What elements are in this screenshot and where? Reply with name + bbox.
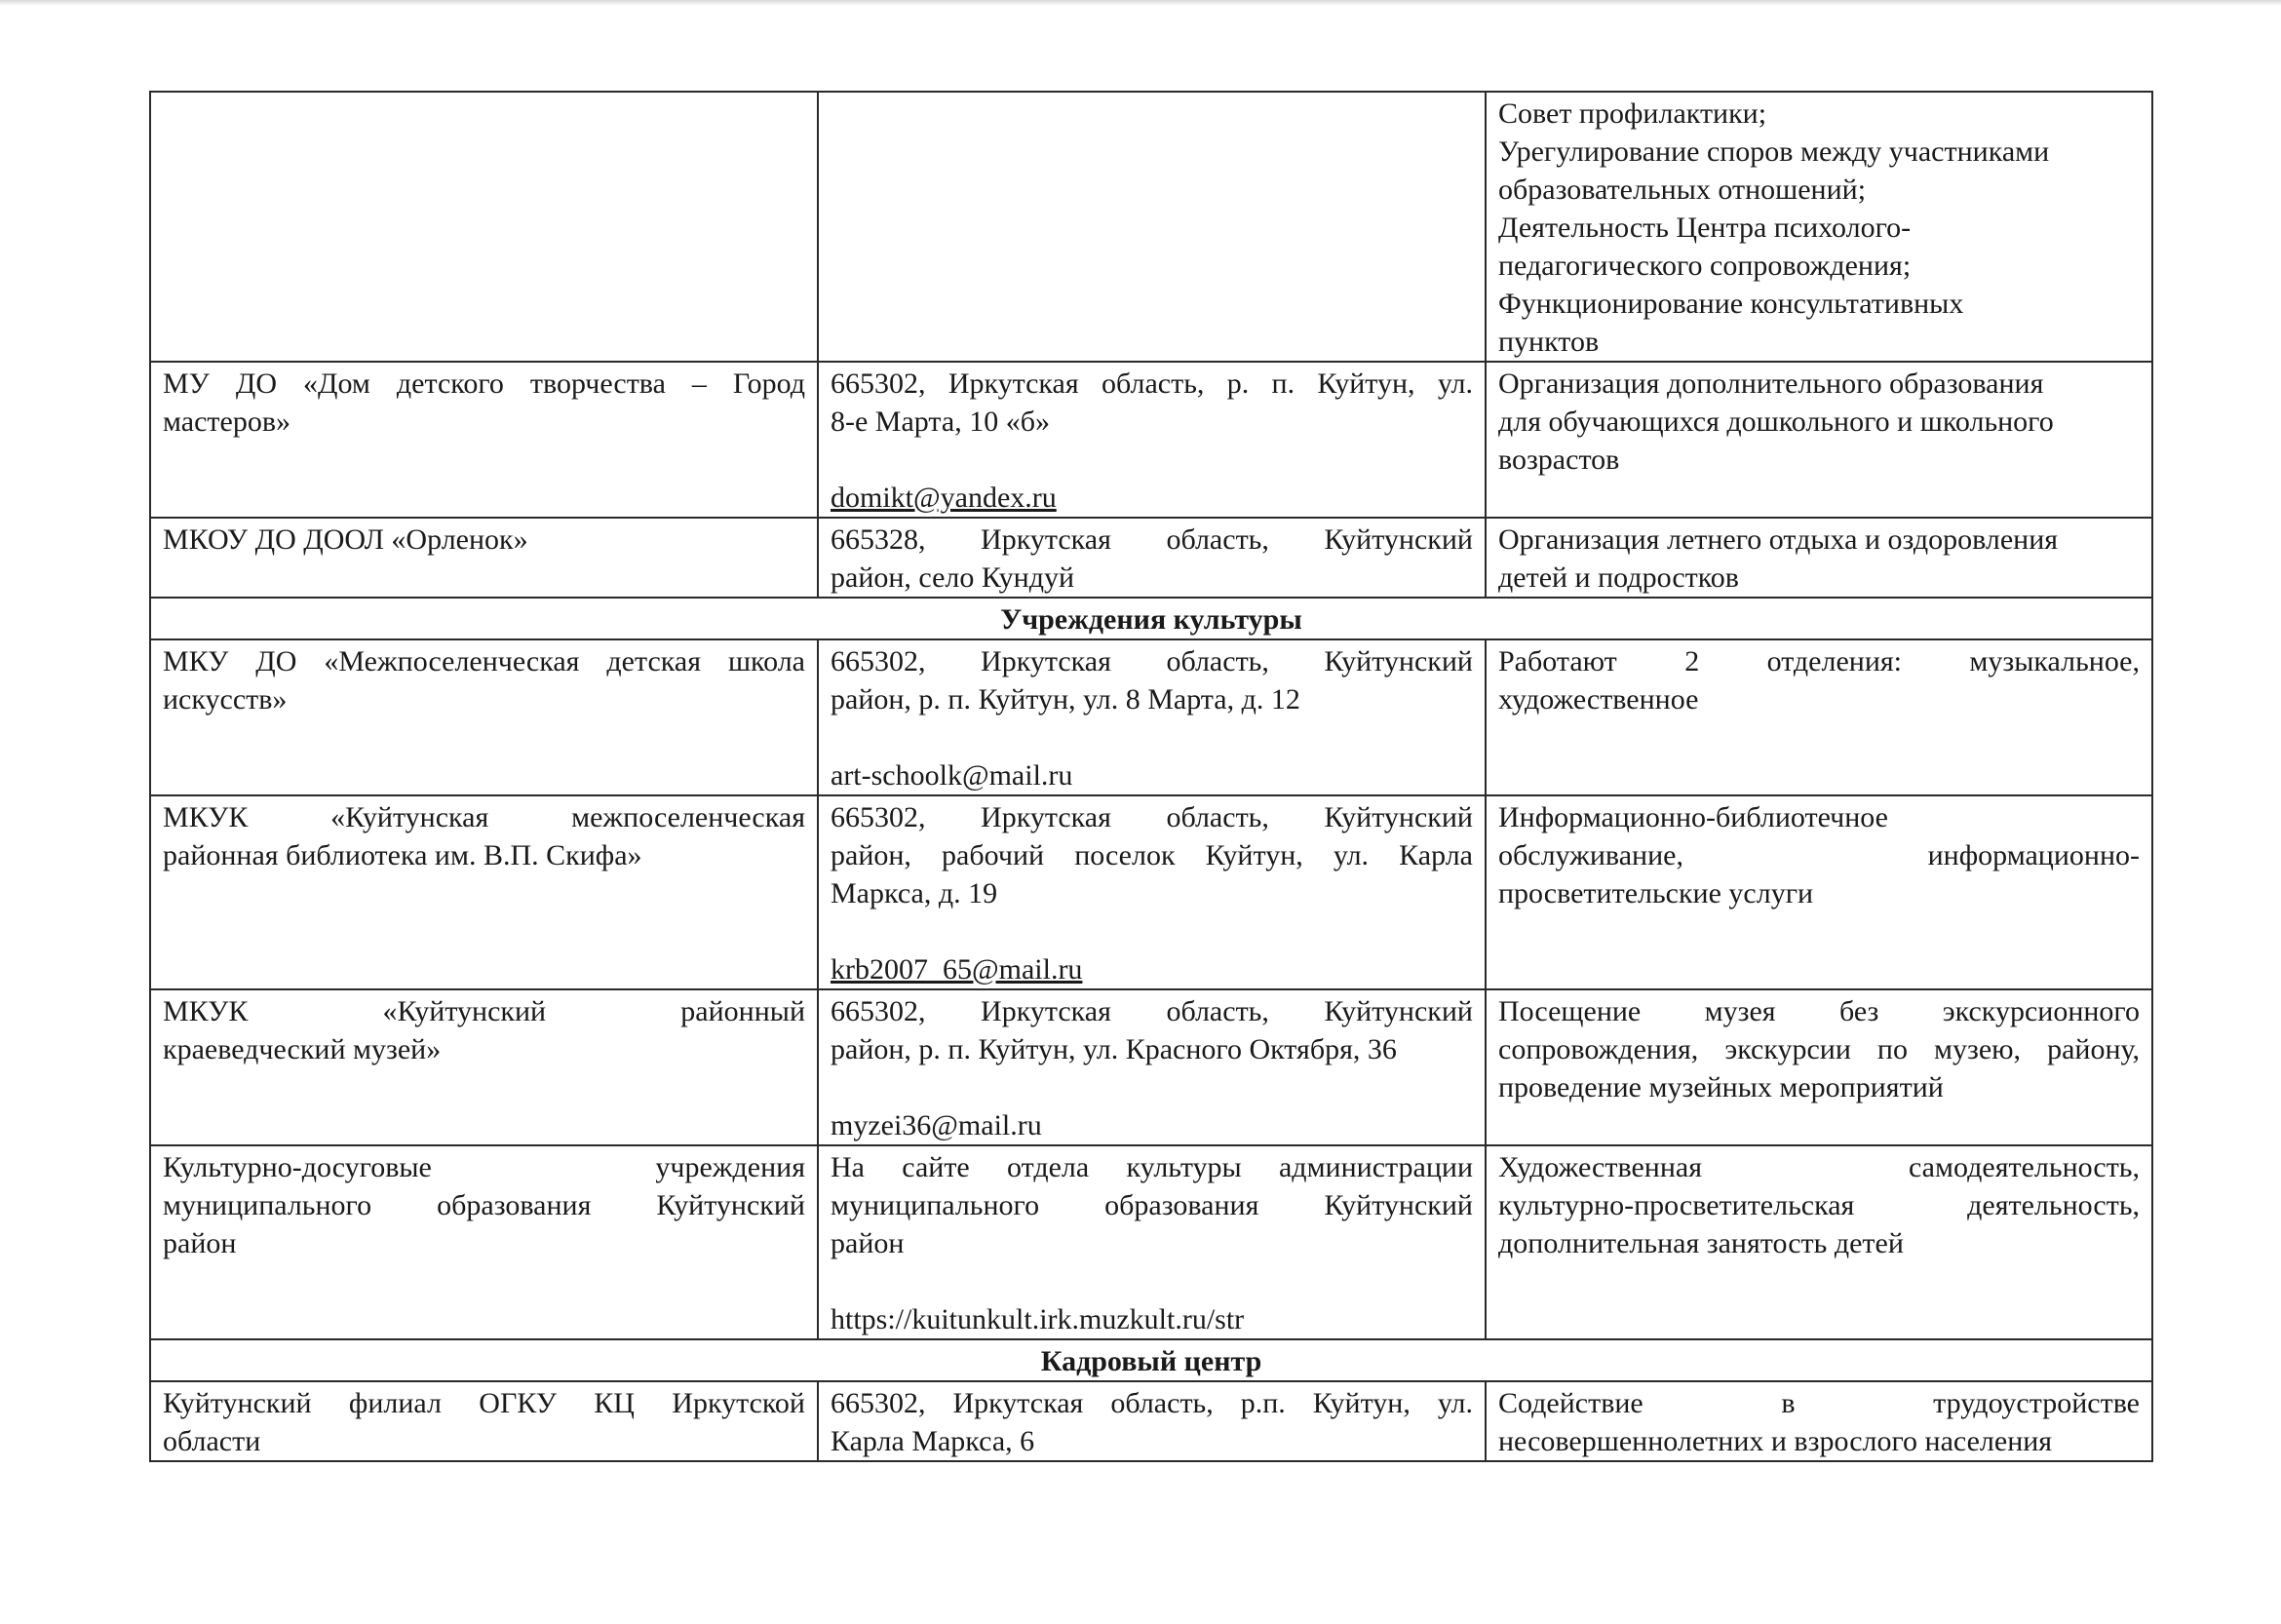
address-line: 665302, Иркутская область, Куйтунский (831, 995, 1473, 1027)
name-cell (150, 989, 818, 1145)
address-line: муниципального образования Куйтунский (831, 1189, 1473, 1221)
description-line: обслуживание, информационно- (1498, 839, 2140, 871)
institution-name: области (163, 1425, 261, 1457)
table-row (150, 795, 2152, 989)
description-line: образовательных отношений; (1498, 174, 1867, 206)
name-cell (150, 362, 818, 518)
address-line: 665302, Иркутская область, р.п. Куйтун, ул. (831, 1387, 1473, 1419)
address-line: Маркса, д. 19 (831, 877, 998, 909)
description-line: Совет профилактики; (1498, 97, 1767, 130)
description-line: Содействие в трудоустройстве (1498, 1387, 2140, 1419)
scan-edge (0, 0, 2281, 6)
address-cell (818, 639, 1486, 795)
institution-name: муниципального образования Куйтунский (163, 1189, 805, 1221)
address-cell (818, 1145, 1486, 1339)
description-line: просветительские услуги (1498, 877, 1814, 909)
institution-name: МУ ДО «Дом детского творчества – Город (163, 367, 805, 400)
table-row (150, 639, 2152, 795)
table-row (150, 1381, 2152, 1461)
name-cell (150, 795, 818, 989)
address-cell (818, 1381, 1486, 1461)
description-line: Функционирование консультативных (1498, 288, 1964, 320)
name-cell (150, 518, 818, 598)
address-line: Карла Маркса, 6 (831, 1425, 1035, 1457)
institution-name: МКУК «Куйтунская межпоселенческая (163, 801, 805, 833)
address-line: На сайте отдела культуры администрации (831, 1151, 1473, 1183)
address-cell (818, 989, 1486, 1145)
description-line: Урегулирование споров между участниками (1498, 135, 2050, 168)
section-title: Кадровый центр (150, 1339, 2152, 1381)
address-line: 665302, Иркутская область, Куйтунский (831, 645, 1473, 677)
address-cell (818, 795, 1486, 989)
institution-name: МКУК «Куйтунский районный (163, 995, 805, 1027)
description-cell (1486, 989, 2152, 1145)
address-line: район, село Кундуй (831, 561, 1075, 594)
description-line: сопровождения, экскурсии по музею, району, (1498, 1033, 2140, 1065)
institution-name: Куйтунский филиал ОГКУ КЦ Иркутской (163, 1387, 805, 1419)
institution-name: МКУ ДО «Межпоселенческая детская школа (163, 645, 805, 677)
description-cell (1486, 1381, 2152, 1461)
description-line: Художественная самодеятельность, (1498, 1151, 2140, 1183)
address-line: 665328, Иркутская область, Куйтунский (831, 523, 1473, 556)
table-row (150, 92, 2152, 362)
address-line: 665302, Иркутская область, Куйтунский (831, 801, 1473, 833)
description-line: возрастов (1498, 444, 1620, 476)
section-title: Учреждения культуры (150, 598, 2152, 639)
description-line: Посещение музея без экскурсионного (1498, 995, 2140, 1027)
address-line: 8-е Марта, 10 «б» (831, 406, 1050, 438)
table-row (150, 1145, 2152, 1339)
description-cell (1486, 518, 2152, 598)
description-line: педагогического сопровождения; (1498, 250, 1912, 282)
description-cell (1486, 639, 2152, 795)
institution-name: Культурно-досуговые учреждения (163, 1151, 805, 1183)
description-cell (1486, 362, 2152, 518)
description-line: художественное (1498, 683, 1699, 715)
table-row (150, 362, 2152, 518)
description-line: культурно-просветительская деятельность, (1498, 1189, 2140, 1221)
institution-name: мастеров» (163, 406, 291, 438)
section-header-row (150, 598, 2152, 639)
email-text[interactable]: myzei36@mail.ru (831, 1109, 1042, 1141)
description-line: несовершеннолетних и взрослого населения (1498, 1425, 2053, 1457)
description-line: детей и подростков (1498, 561, 1739, 594)
institution-name: район (163, 1227, 237, 1259)
table-row (150, 518, 2152, 598)
address-line: район, р. п. Куйтун, ул. 8 Марта, д. 12 (831, 683, 1300, 715)
table-row (150, 989, 2152, 1145)
email-text[interactable]: art-schoolk@mail.ru (831, 759, 1073, 792)
name-cell (150, 1381, 818, 1461)
address-line: 665302, Иркутская область, р. п. Куйтун, ул. (831, 367, 1473, 400)
institution-name: краеведческий музей» (163, 1033, 442, 1065)
institution-name: МКОУ ДО ДООЛ «Орленок» (163, 523, 528, 556)
institution-name: районная библиотека им. В.П. Скифа» (163, 839, 642, 871)
description-line: Организация дополнительного образования (1498, 367, 2044, 400)
address-cell (818, 92, 1486, 362)
name-cell (150, 92, 818, 362)
institution-name: искусств» (163, 683, 288, 715)
description-line: для обучающихся дошкольного и школьного (1498, 406, 2054, 438)
email-link[interactable]: domikt@yandex.ru (831, 482, 1057, 514)
address-line: район, р. п. Куйтун, ул. Красного Октября, 36 (831, 1033, 1397, 1065)
description-line: Деятельность Центра психолого- (1498, 212, 1912, 244)
description-line: дополнительная занятость детей (1498, 1227, 1904, 1259)
email-link[interactable]: krb2007_65@mail.ru (831, 953, 1083, 986)
description-line: проведение музейных мероприятий (1498, 1071, 1944, 1103)
description-cell (1486, 795, 2152, 989)
description-line: пунктов (1498, 326, 1600, 358)
name-cell (150, 639, 818, 795)
address-cell (818, 362, 1486, 518)
description-cell (1486, 1145, 2152, 1339)
address-line: район, рабочий поселок Куйтун, ул. Карла (831, 839, 1473, 871)
address-line: район (831, 1227, 905, 1259)
description-cell (1486, 92, 2152, 362)
description-line: Работают 2 отделения: музыкальное, (1498, 645, 2140, 677)
section-header-row (150, 1339, 2152, 1381)
name-cell (150, 1145, 818, 1339)
website-link[interactable]: https://kuitunkult.irk.muzkult.ru/str (831, 1303, 1245, 1335)
description-line: Организация летнего отдыха и оздоровления (1498, 523, 2059, 556)
description-line: Информационно-библиотечное (1498, 801, 1888, 833)
address-cell (818, 518, 1486, 598)
institutions-table (149, 91, 2153, 1462)
